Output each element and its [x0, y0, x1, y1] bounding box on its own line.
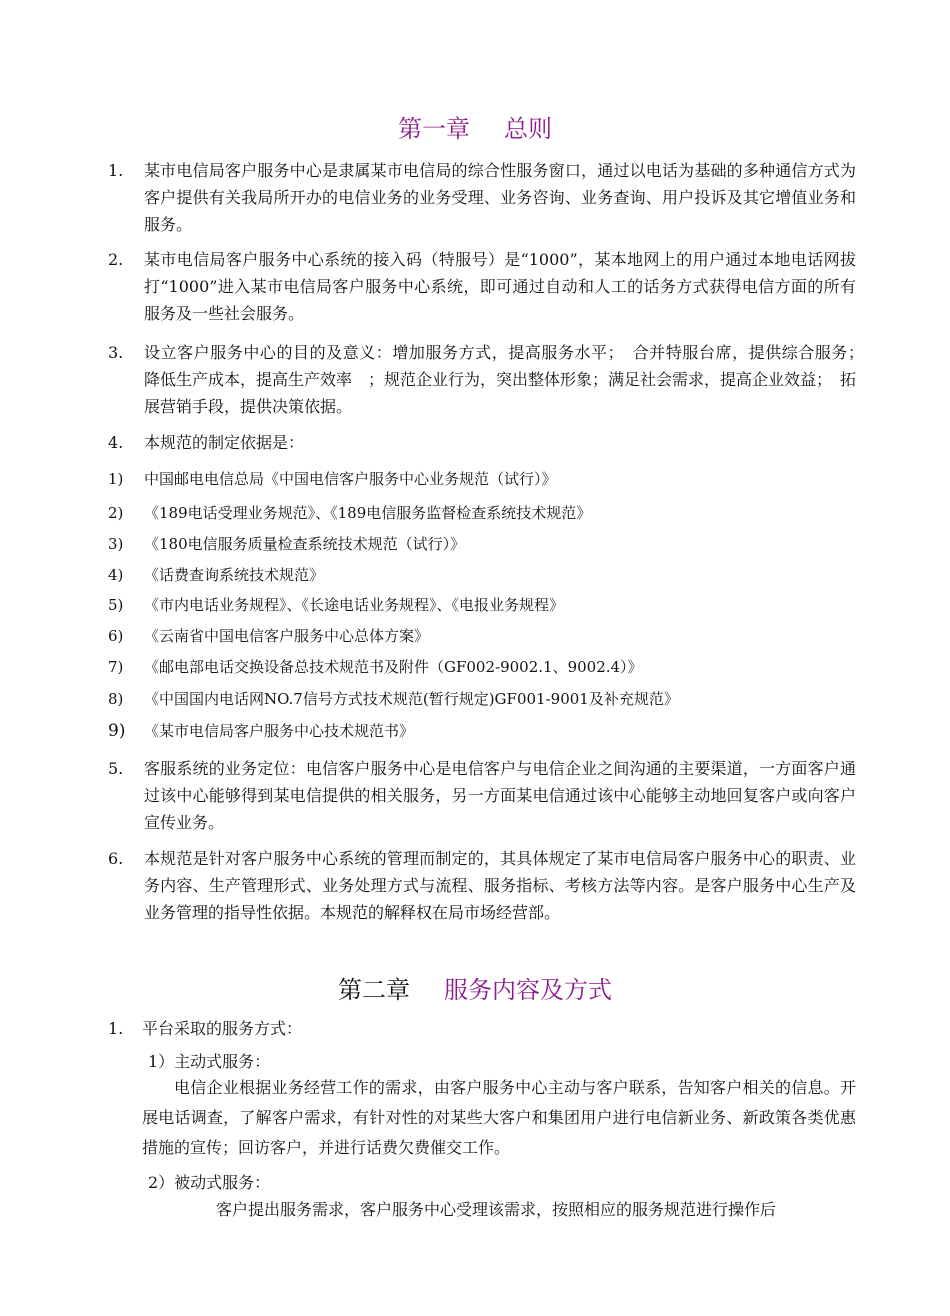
list-item	[108, 429, 856, 456]
chapter-2-name: 服务内容及方式	[444, 976, 612, 1004]
list-item	[108, 157, 856, 238]
list-item-number: 1.	[108, 1019, 124, 1038]
active-service-label: 1）主动式服务：	[148, 1052, 271, 1071]
basis-item-text: 《中国国内电话网NO.7信号方式技术规范(暂行规定)GF001-9001及补充规范》	[144, 690, 679, 708]
basis-item-number: 8)	[108, 690, 124, 708]
list-item	[108, 1015, 856, 1042]
list-item	[108, 339, 873, 420]
basis-item-number: 6)	[108, 627, 124, 645]
list-item	[108, 845, 856, 926]
list-item-number: 3.	[108, 343, 124, 362]
chapter-1-number: 第一章	[398, 115, 470, 143]
list-item-number: 6.	[108, 849, 124, 868]
list-item-text: 本规范是针对客户服务中心系统的管理而制定的，其具体规定了某市电信局客户服务中心的职责、业务内容、生产管理形式、业务处理方式与流程、服务指标、考核方法等内容。是客户服务中心生产及业务管理的指导性依据。本规范的解释权在局市场经营部。	[144, 849, 856, 922]
basis-item-number: 3)	[108, 535, 124, 553]
basis-item-text: 《市内电话业务规程》、《长途电话业务规程》、《电报业务规程》	[144, 596, 565, 614]
basis-item-text: 《189电话受理业务规范》、《189电信服务监督检查系统技术规范》	[144, 504, 592, 522]
chapter-2-title	[0, 975, 950, 1005]
basis-item-number: 4)	[108, 566, 124, 584]
basis-item-text: 《某市电信局客户服务中心技术规范书》	[144, 722, 415, 740]
basis-item-number: 9)	[108, 721, 126, 741]
list-item-number: 1.	[108, 161, 124, 180]
basis-item-number: 1)	[108, 470, 124, 488]
basis-item-text: 中国邮电电信总局《中国电信客户服务中心业务规范（试行）》	[144, 470, 557, 488]
basis-item-number: 5)	[108, 596, 124, 614]
list-item-text: 某市电信局客户服务中心是隶属某市电信局的综合性服务窗口，通过以电话为基础的多种通信方式为客户提供有关我局所开办的电信业务的业务受理、业务咨询、业务查询、用户投诉及其它增值业务和服务。	[144, 161, 856, 234]
list-item-text: 某市电信局客户服务中心系统的接入码（特服号）是“1000”，某本地网上的用户通过本地电话网拔打“1000”进入某市电信局客户服务中心系统，即可通过自动和人工的话务方式获得电信方面的所有服务及一些社会服务。	[144, 250, 856, 323]
active-service-text: 电信企业根据业务经营工作的需求，由客户服务中心主动与客户联系，告知客户相关的信息。开展电话调查，了解客户需求，有针对性的对某些大客户和集团用户进行电信新业务、新政策各类优惠措施的宣传；回访客户，并进行话费欠费催交工作。	[142, 1078, 856, 1157]
list-item-text: 本规范的制定依据是：	[144, 433, 305, 452]
passive-service-label: 2）被动式服务：	[148, 1173, 271, 1192]
chapter-1-title	[0, 114, 950, 144]
basis-item-text: 《180电信服务质量检查系统技术规范（试行）》	[144, 535, 466, 553]
list-item-number: 2.	[108, 250, 124, 269]
list-item-text: 设立客户服务中心的目的及意义：增加服务方式，提高服务水平； 合并特服台席，提供综合服务； 降低生产成本，提高生产效率 ；规范企业行为，突出整体形象；满足社会需求，提高企业效益； 拓展营销手段，提供决策依据。	[144, 343, 873, 416]
list-item	[108, 246, 856, 327]
basis-item-number: 7)	[108, 658, 124, 676]
basis-item-text: 《话费查询系统技术规范》	[144, 566, 325, 584]
passive-service-text: 客户提出服务需求，客户服务中心受理该需求，按照相应的服务规范进行操作后	[216, 1200, 777, 1219]
list-item-number: 5.	[108, 759, 124, 778]
list-item-number: 4.	[108, 433, 124, 452]
chapter-2-number: 第二章	[338, 976, 410, 1004]
list-item-text: 平台采取的服务方式：	[142, 1019, 303, 1038]
basis-item-text: 《邮电部电话交换设备总技术规范书及附件（GF002-9002.1、9002.4）》	[144, 658, 643, 676]
list-item	[108, 755, 856, 836]
list-item-text: 客服系统的业务定位：电信客户服务中心是电信客户与电信企业之间沟通的主要渠道，一方面客户通过该中心能够得到某电信提供的相关服务，另一方面某电信通过该中心能够主动地回复客户或向客户宣传业务。	[144, 759, 856, 832]
chapter-1-name: 总则	[504, 115, 552, 143]
basis-item-text: 《云南省中国电信客户服务中心总体方案》	[144, 627, 430, 645]
basis-item-number: 2)	[108, 504, 124, 522]
